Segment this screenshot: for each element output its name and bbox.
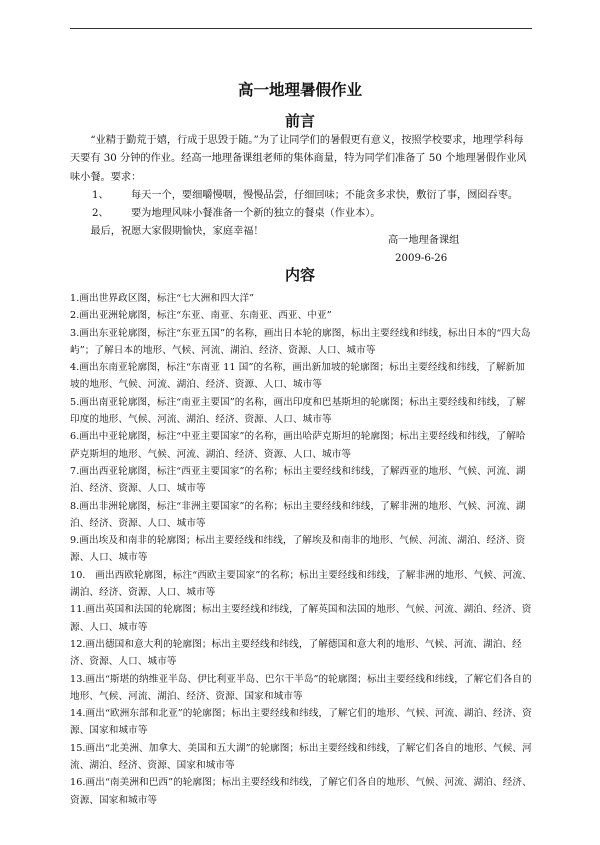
content-item: 14.画出“欧洲东部和北亚”的轮廓图；标出主要经线和纬线，了解它们的地形、气候、河流、湖泊、经济、资源、国家和城市等	[70, 708, 532, 737]
requirement-text: 要为地理风味小餐准备一个新的独立的餐桌（作业本）。	[131, 208, 381, 220]
content-item: 9.画出埃及和南非的轮廓图；标出主要经线和纬线，了解埃及和南非的地形、气候、河流、湖泊、经济、资源、人口、城市等	[70, 535, 526, 564]
requirement-item	[70, 187, 532, 205]
preface-section	[70, 132, 532, 242]
preface-heading: 前言	[284, 112, 315, 130]
requirement-item	[70, 205, 532, 223]
content-item: 11.画出英国和法国的轮廓图；标出主要经线和纬线，了解英国和法国的地形、气候、河流、湖泊、经济、资源、人口、城市等	[70, 604, 532, 633]
content-item: 15.画出“北美洲、加拿大、美国和五大湖”的轮廓图；标出主要经线和纬线，了解它们各自的地形、气候、河流、湖泊、经济、资源、国家和城市等	[70, 742, 532, 772]
content-item: 10. 画出西欧轮廓图，标注“西欧主要国家”的名称；标出主要经线和纬线，了解非洲的地形、气候、河流、湖泊、经济、资源、人口、城市等	[70, 569, 532, 599]
content-item: 1.画出世界政区图，标注“七大洲和四大洋”	[70, 293, 255, 304]
requirement-number: 1、	[92, 189, 109, 201]
header-rule	[70, 28, 532, 29]
signature-date: 2009-6-26	[395, 253, 448, 264]
content-heading: 内容	[284, 266, 315, 284]
signature-name: 高一地理备课组	[388, 235, 460, 246]
content-item: 13.画出“斯堪的纳维亚半岛、伊比利亚半岛、巴尔干半岛”的轮廓图；标出主要经线和纬线，了解它们各自的地形、气候、河流、湖泊、经济、资源、国家和城市等	[70, 673, 532, 702]
preface-paragraph: “业精于勤荒于嬉，行成于思毁于随。”为了让同学们的暑假更有意义，按照学校要求，地理学科每天要有 30 分钟的作业。经高一地理备课组老师的集体商量，特为同学们准备了 50 个地理暑假作业风味小餐。要求：	[70, 135, 527, 183]
content-list	[70, 290, 532, 809]
content-item: 4.画出东南亚轮廓图，标注“东南亚 11 国”的名称，画出新加坡的轮廓图；标出主要经线和纬线，了解新加坡的地形、气候、河流、湖泊、经济、资源、人口、城市等	[70, 362, 525, 391]
content-item: 6.画出中亚轮廓图，标注“中亚主要国家”的名称，画出哈萨克斯坦的轮廓图；标出主要经线和纬线，了解哈萨克斯坦的地形、气候、河流、湖泊、经济、资源、人口、城市等	[70, 431, 526, 460]
content-item: 2.画出亚洲轮廓图，标注“东亚、南亚、东南亚、西亚、中亚”	[70, 310, 332, 322]
content-item: 12.画出德国和意大利的轮廓图；标出主要经线和纬线，了解德国和意大利的地形、气候、河流、湖泊、经济、资源、人口、城市等	[70, 638, 522, 668]
signature-block	[388, 232, 459, 268]
content-item: 5.画出南亚轮廓图，标注“南亚主要国”的名称，画出印度和巴基斯坦的轮廓图；标出主要经线和纬线，了解印度的地形、气候、河流、湖泊、经济、资源、人口、城市等	[70, 396, 526, 426]
content-item: 8.画出非洲轮廓图，标注“非洲主要国家”的名称；标出主要经线和纬线，了解非洲的地形、气候、河流、湖泊、经济、资源、人口、城市等	[70, 500, 526, 529]
requirement-text: 每天一个，要细嚼慢咽，慢慢品尝，仔细回味；不能贪多求快，敷衍了事，囫囵吞枣。	[131, 189, 519, 201]
content-item: 16.画出“南美洲和巴西”的轮廓图；标出主要经线和纬线，了解它们各自的地形、气候、河流、湖泊、经济、资源、国家和城市等	[70, 777, 532, 806]
page-title: 高一地理暑假作业	[237, 81, 362, 99]
content-item: 3.画出东亚轮廓图，标注“东亚五国”的名称，画出日本轮的廓图，标出主要经线和纬线，标出日本的“四大岛屿”；了解日本的地形、气候、河流、湖泊、经济、资源、人口、城市等	[70, 327, 531, 356]
requirement-number: 2、	[92, 208, 109, 220]
closing-line: 最后，祝愿大家假期愉快，家庭幸福！	[90, 226, 264, 238]
content-item: 7.画出西亚轮廓图，标注“西亚主要国家”的名称；标出主要经线和纬线，了解西亚的地形、气候、河流、湖泊、经济、资源、人口、城市等	[70, 465, 526, 495]
